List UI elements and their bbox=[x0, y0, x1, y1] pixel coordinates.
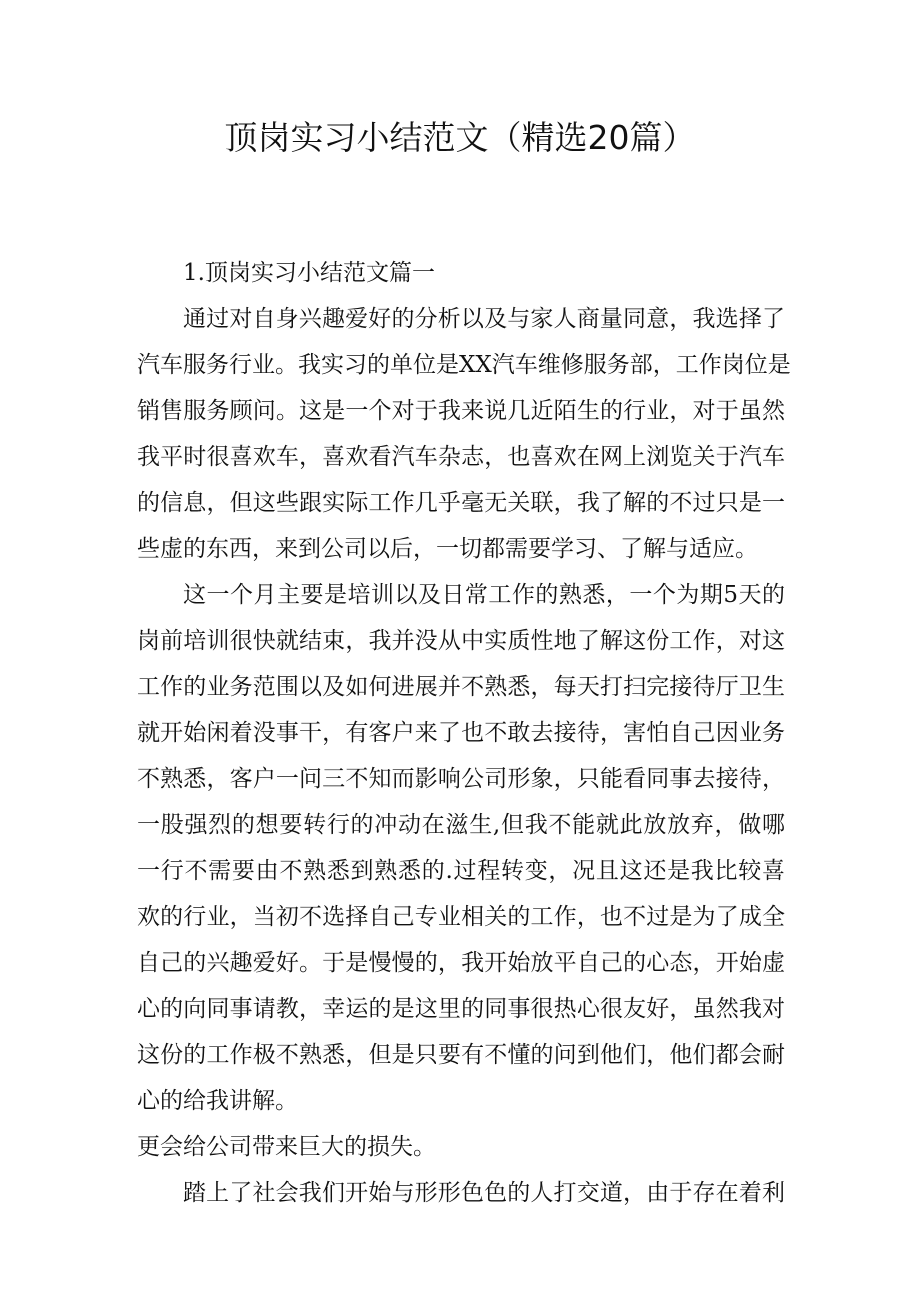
paragraph-line: 自己的兴趣爱好。于是慢慢的，我开始放平自己的心态，开始虚 bbox=[137, 950, 785, 976]
paragraph-line: 汽车服务行业。我实习的单位是XX汽车维修服务部，工作岗位是 bbox=[137, 352, 791, 378]
paragraph-line: 通过对自身兴趣爱好的分析以及与家人商量同意，我选择了 bbox=[183, 306, 785, 332]
paragraph-line: 这份的工作极不熟悉，但是只要有不懂的问到他们，他们都会耐 bbox=[137, 1042, 785, 1068]
paragraph-line: 心的给我讲解。 bbox=[137, 1088, 298, 1114]
paragraph-line: 就开始闲着没事干，有客户来了也不敢去接待，害怕自己因业务 bbox=[137, 720, 785, 746]
paragraph-line: 不熟悉，客户一问三不知而影响公司形象，只能看同事去接待， bbox=[137, 766, 785, 792]
paragraph-line: 岗前培训很快就结束，我并没从中实质性地了解这份工作，对这 bbox=[137, 628, 785, 654]
paragraph-line: 的信息，但这些跟实际工作几乎毫无关联，我了解的不过只是一 bbox=[137, 490, 785, 516]
document-body bbox=[137, 250, 791, 1216]
paragraph-line: 更会给公司带来巨大的损失。 bbox=[137, 1134, 436, 1160]
section-heading: 1.顶岗实习小结范文篇一 bbox=[183, 260, 435, 286]
paragraph-line: 销售服务顾问。这是一个对于我来说几近陌生的行业，对于虽然 bbox=[137, 398, 785, 424]
paragraph-line: 一股强烈的想要转行的冲动在滋生,但我不能就此放放弃，做哪 bbox=[137, 812, 785, 838]
paragraph-line: 心的向同事请教，幸运的是这里的同事很热心很友好，虽然我对 bbox=[137, 996, 785, 1022]
paragraph-line: 这一个月主要是培训以及日常工作的熟悉，一个为期5天的 bbox=[183, 582, 785, 608]
paragraph-line: 我平时很喜欢车，喜欢看汽车杂志，也喜欢在网上浏览关于汽车 bbox=[137, 444, 785, 470]
paragraph-line: 些虚的东西，来到公司以后，一切都需要学习、了解与适应。 bbox=[137, 536, 758, 562]
paragraph-line: 工作的业务范围以及如何进展并不熟悉，每天打扫完接待厅卫生 bbox=[137, 674, 785, 700]
paragraph-line: 一行不需要由不熟悉到熟悉的.过程转变，况且这还是我比较喜 bbox=[137, 858, 785, 884]
paragraph-line: 欢的行业，当初不选择自己专业相关的工作，也不过是为了成全 bbox=[137, 904, 785, 930]
document-title: 顶岗实习小结范文（精选20篇） bbox=[224, 118, 696, 157]
paragraph-line: 踏上了社会我们开始与形形色色的人打交道，由于存在着利 bbox=[183, 1180, 785, 1206]
